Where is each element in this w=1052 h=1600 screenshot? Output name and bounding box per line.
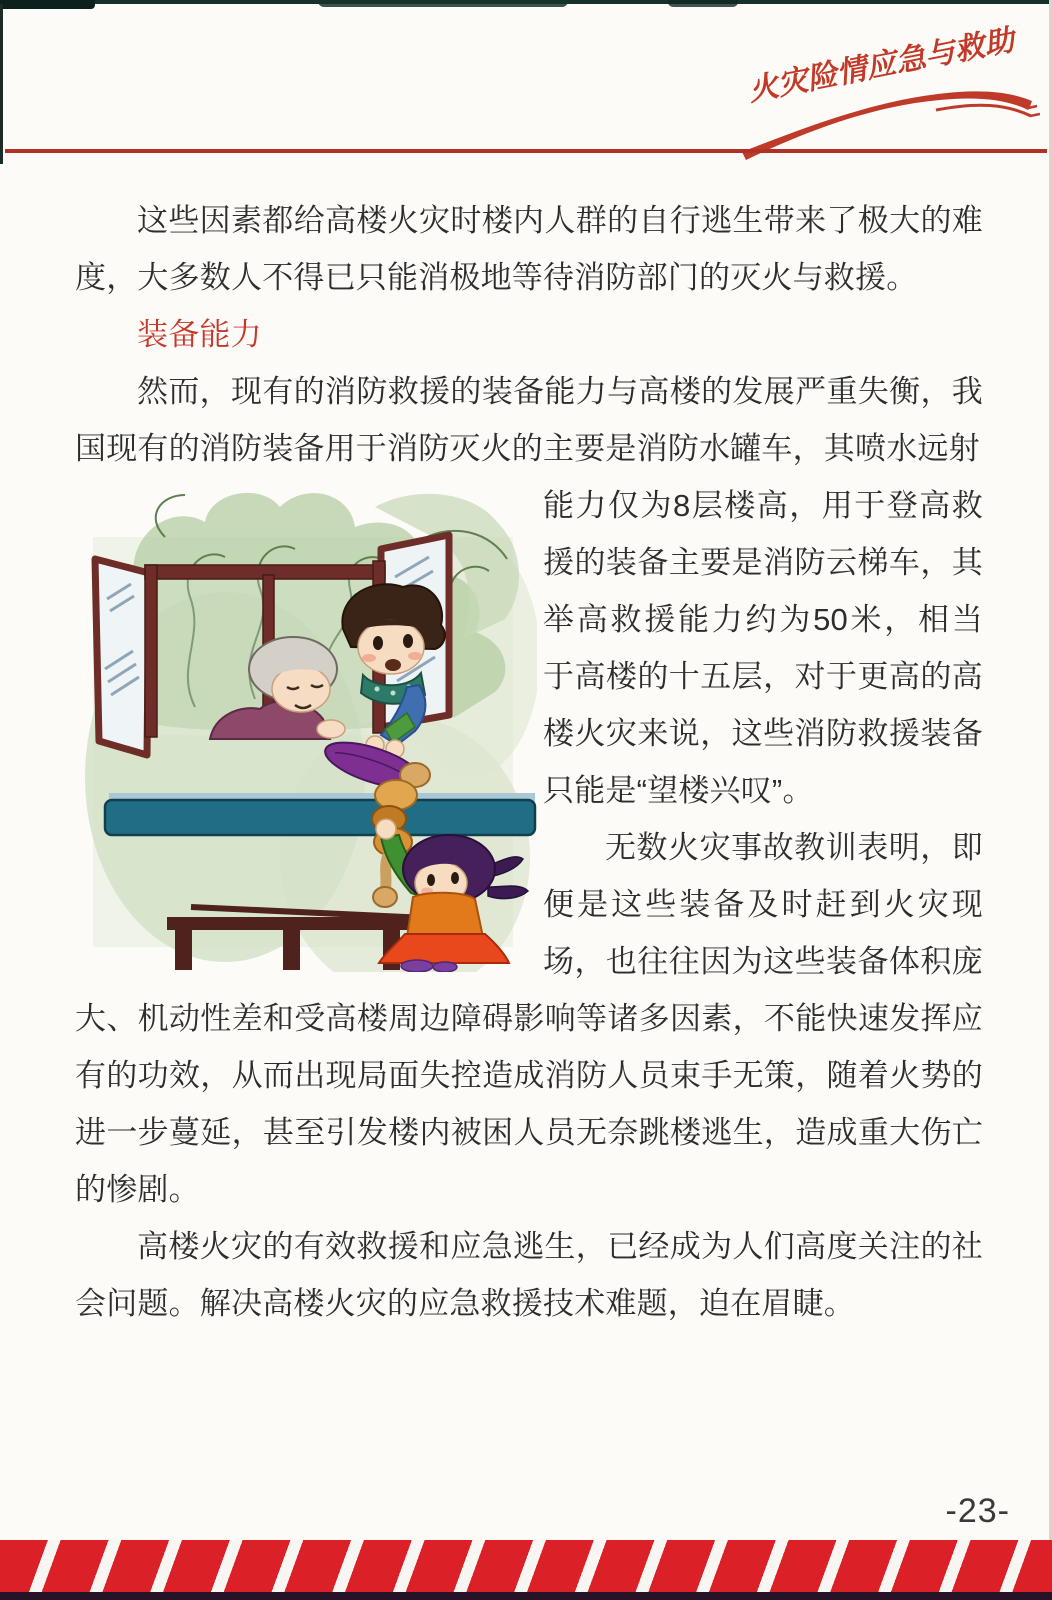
scan-artifact — [318, 0, 568, 7]
paragraph-2-lead: 然而，现有的消防救援的装备能力与高楼的发展严重失衡，我国现有的消防装备用于消防灭火的主要是消防水罐车，其喷水远射 — [75, 374, 983, 466]
scan-edge-left — [0, 4, 3, 164]
paragraph-2-wrap: 能力仅为8层楼高，用于登高救援的装备主要是消防云梯车，其举高救援能力约为50米，相当于高楼的十五层，对于更高的高楼火灾来说，这些消防救援装备只能是“望楼兴叹”。 — [543, 488, 983, 808]
scan-artifact — [668, 0, 738, 7]
page-number: -23- — [945, 1492, 1010, 1530]
bottom-stripe-band — [0, 1540, 1052, 1593]
rescue-illustration — [75, 477, 537, 972]
section-heading: 装备能力 — [137, 317, 262, 352]
bottom-edge-line — [0, 1592, 1052, 1600]
header-divider-rule — [5, 149, 1047, 153]
paragraph-3: 无数火灾事故教训表明，即便是这些装备及时赶到火灾现场，也往往因为这些装备体积庞大、机动性差和受高楼周边障碍影响等诸多因素，不能快速发挥应有的功效，从而出现局面失控造成消防人员束手无策，随着火势的进一步蔓延，甚至引发楼内被困人员无奈跳楼逃生，造成重大伤亡的惨剧。 — [75, 830, 983, 1207]
article-body — [75, 192, 983, 1332]
paragraph-4: 高楼火灾的有效救援和应急逃生，已经成为人们高度关注的社会问题。解决高楼火灾的应急救援技术难题，迫在眉睫。 — [75, 1229, 983, 1321]
brush-swoosh-decoration — [740, 86, 1040, 166]
paragraph-1: 这些因素都给高楼火灾时楼内人群的自行逃生带来了极大的难度，大多数人不得已只能消极地等待消防部门的灭火与救援。 — [75, 203, 983, 295]
scan-artifact — [0, 0, 95, 9]
chapter-header-calligraphy: 火灾险情应急与救助 — [745, 23, 1017, 108]
